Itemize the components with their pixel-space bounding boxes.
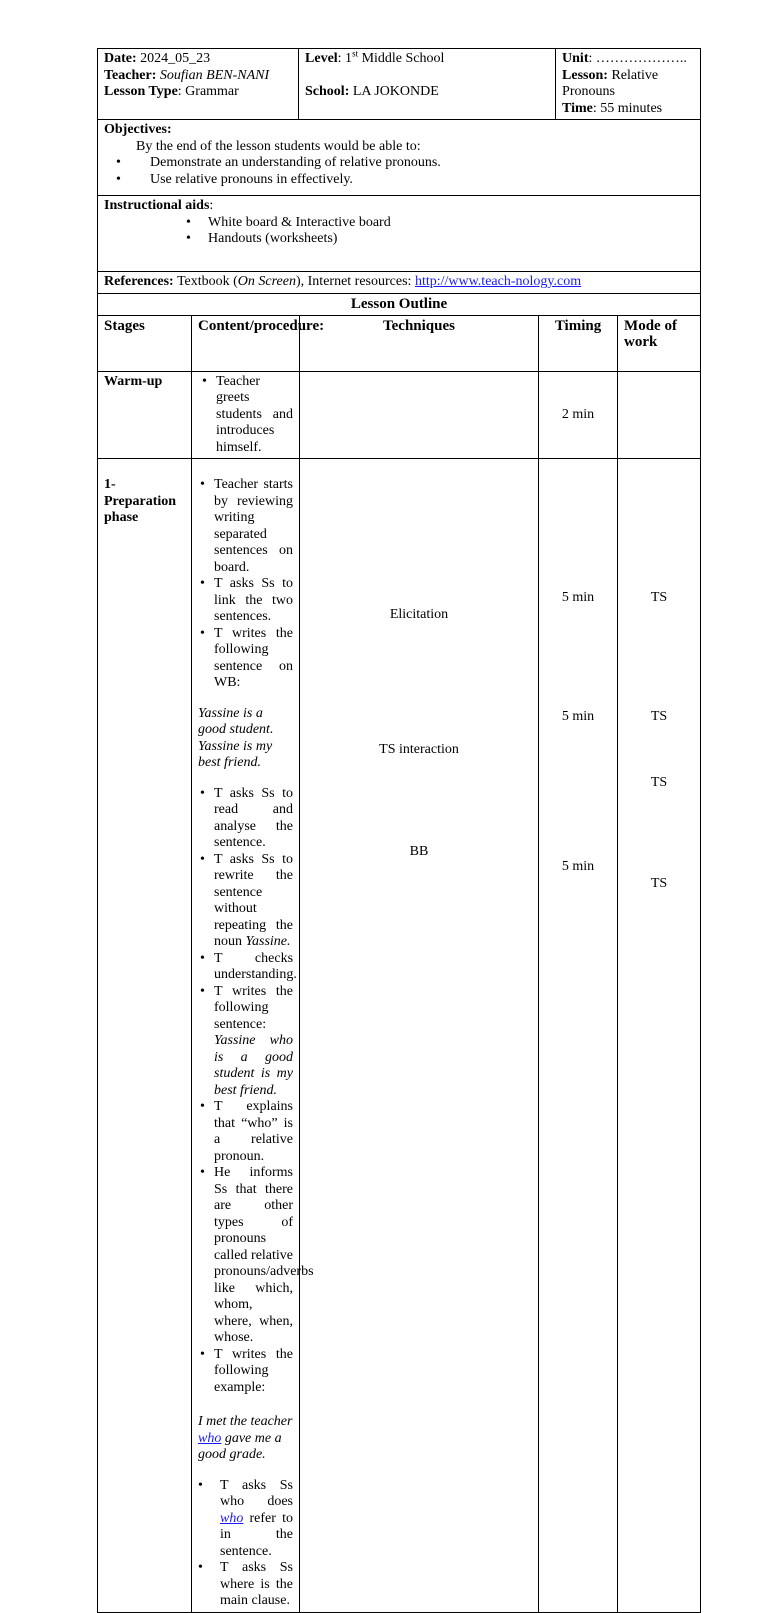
timing-label: 5 min: [561, 709, 595, 724]
header-left-cell: Date: 2024_05_23 Teacher: Soufian BEN-NANI Lesson Type: Grammar: [98, 49, 299, 120]
procedure-item: • T asks Ss to rewrite the sentence without repeating the noun Yassine.: [198, 852, 293, 951]
procedure-item: • T checks understanding.: [198, 951, 293, 984]
example-sentence: I met the teacher who gave me a good grade.: [198, 1414, 293, 1462]
procedure-list: [198, 477, 293, 692]
aid-item: • White board & Interactive board: [104, 215, 694, 232]
lesson-plan-table: [97, 48, 701, 1613]
procedure-item: • T writes the following sentence: Yassine who is a good student is my best friend.: [198, 984, 293, 1100]
technique-label: TS interaction: [379, 742, 459, 757]
stage-preparation: 1- Preparation phase: [98, 459, 192, 1613]
procedure-item: • T asks Ss to link the two sentences.: [198, 576, 293, 626]
mode-label: TS: [650, 876, 668, 891]
preparation-techniques: [300, 459, 539, 1613]
stage-warmup: Warm-up: [98, 371, 192, 459]
highlight-who[interactable]: who: [220, 1510, 244, 1526]
procedure-item: • T writes the following sentence on WB:: [198, 626, 293, 692]
procedure-item: • T asks Ss who does who refer to in the sentence.: [198, 1478, 293, 1561]
technique-label: BB: [409, 844, 429, 859]
highlight-who[interactable]: who: [198, 1430, 222, 1446]
warmup-mode: [618, 371, 701, 459]
procedure-item: • He informs Ss that there are other types of pronouns called relative pronouns/adverbs like which, whom, where, when, whose.: [198, 1165, 293, 1347]
mode-label: TS: [650, 709, 668, 724]
header-middle-cell: Level: 1st Middle School School: LA JOKONDE: [299, 49, 556, 120]
aids-list: [104, 215, 694, 248]
col-header-timing: Timing: [539, 315, 618, 371]
procedure-item: • T explains that “who” is a relative pronoun.: [198, 1099, 293, 1165]
header-right-cell: Unit: ……………….. Lesson: Relative Pronouns Time: 55 minutes: [556, 49, 701, 120]
col-header-stages: Stages: [98, 315, 192, 371]
warmup-techniques: [300, 371, 539, 459]
objectives-list: [104, 155, 694, 188]
procedure-item: • T writes the following example:: [198, 1347, 293, 1397]
objective-item: • Use relative pronouns in effectively.: [104, 172, 694, 189]
references-cell: References: Textbook (On Screen), Internet resources: http://www.teach-nology.com: [98, 272, 701, 294]
objective-item: • Demonstrate an understanding of relative pronouns.: [104, 155, 694, 172]
objectives-cell: Objectives: By the end of the lesson students would be able to: • Demonstrate an understanding of relative pronouns. • Use relative pronouns in effectively.: [98, 120, 701, 196]
instructional-aids-cell: Instructional aids: • White board & Interactive board • Handouts (worksheets): [98, 196, 701, 272]
mode-label: TS: [650, 775, 668, 790]
timing-label: 5 min: [561, 590, 595, 605]
references-link[interactable]: http://www.teach-nology.com: [414, 274, 582, 289]
preparation-content: [192, 459, 314, 1613]
technique-label: Elicitation: [389, 607, 449, 622]
col-header-content: Content/procedure:: [192, 315, 300, 371]
col-header-techniques: Techniques: [300, 315, 539, 371]
outline-title: Lesson Outline: [98, 293, 701, 315]
procedure-item: • Teacher starts by reviewing writing separated sentences on board.: [198, 477, 293, 576]
example-sentence: Yassine is a good student. Yassine is my best friend.: [198, 705, 274, 770]
col-header-mode: Mode of work: [618, 315, 701, 371]
procedure-item: • Teacher greets students and introduces himself.: [200, 374, 293, 457]
timing-label: 5 min: [561, 859, 595, 874]
mode-label: TS: [650, 590, 668, 605]
preparation-mode: [618, 459, 701, 1613]
warmup-timing: 2 min: [539, 371, 618, 459]
preparation-timing: [539, 459, 618, 1613]
lesson-plan: [97, 48, 700, 1613]
procedure-item: • T asks Ss where is the main clause.: [198, 1560, 293, 1610]
procedure-item: • T asks Ss to read and analyse the sentence.: [198, 786, 293, 852]
aid-item: • Handouts (worksheets): [104, 231, 694, 248]
warmup-content: [192, 371, 300, 459]
